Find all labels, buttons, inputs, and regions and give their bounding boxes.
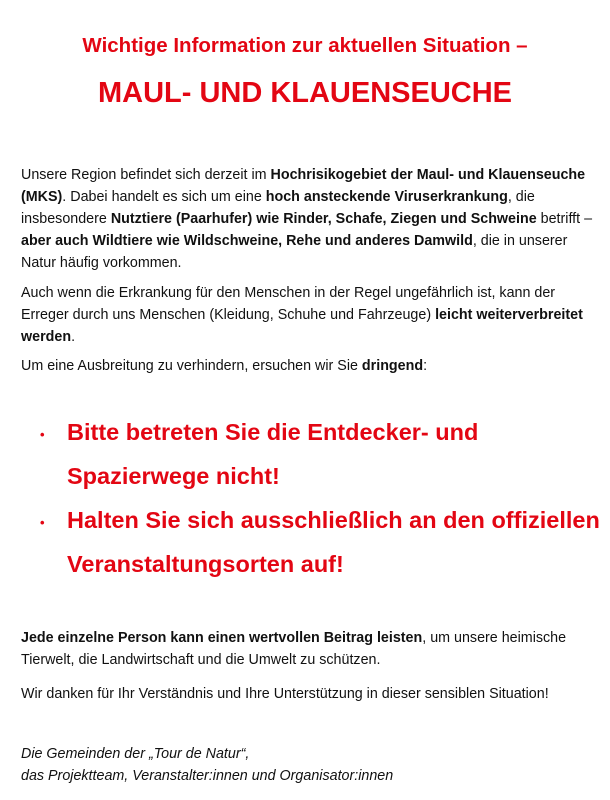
instruction-item-2 [40, 498, 600, 586]
thanks-text: Wir danken für Ihr Verständnis und Ihre Unterstützung in dieser sensiblen Situation! [21, 686, 549, 702]
bullet-dot-icon: • [40, 515, 45, 530]
signature-line-1: Die Gemeinden der „Tour de Natur“, [21, 746, 250, 762]
intro-text-3: , die insbesondere [21, 189, 535, 227]
intro-text-5: , die in unserer Natur häufig vorkommen. [21, 233, 568, 271]
request-bold-1: dringend [361, 358, 424, 374]
risk-bold-1: leicht weiterverbreitet werden [21, 307, 583, 345]
intro-bold-1: Hochrisikogebiet der Maul- und Klauenseuche (MKS) [21, 167, 586, 205]
instruction-list [40, 410, 600, 586]
signature-line-2: das Projektteam, Veranstalter:innen und Organisator:innen [21, 768, 394, 784]
intro-text-2: . Dabei handelt es sich um eine [62, 189, 266, 205]
request-text-1: Um eine Ausbreitung zu verhindern, ersuchen wir Sie [21, 358, 362, 374]
request-paragraph [21, 355, 593, 377]
page-title-line2: MAUL- UND KLAUENSEUCHE [97, 77, 513, 109]
bullet-dot-icon: • [40, 427, 45, 442]
instruction-text-2: Halten Sie sich ausschließlich an den offiziellen Veranstaltungsorten auf! [67, 507, 600, 577]
intro-bold-4: aber auch Wildtiere wie Wildschweine, Rehe und anderes Damwild [21, 233, 473, 249]
request-text-2: : [423, 358, 428, 374]
risk-text-1: Auch wenn die Erkrankung für den Menschen in der Regel ungefährlich ist, kann der Erreger durch uns Menschen (Kleidung, Schuhe und Fahrzeuge) [21, 285, 556, 323]
contribution-paragraph [21, 627, 593, 671]
page-title-line1: Wichtige Information zur aktuellen Situation – [82, 34, 528, 57]
instruction-item-1 [40, 410, 600, 498]
intro-bold-3: Nutztiere (Paarhufer) wie Rinder, Schafe, Ziegen und Schweine [110, 211, 537, 227]
contribution-text-1: , um unsere heimische Tierwelt, die Landwirtschaft und die Umwelt zu schützen. [21, 630, 567, 668]
instruction-text-1: Bitte betreten Sie die Entdecker- und Spazierwege nicht! [67, 419, 479, 489]
risk-paragraph [21, 282, 593, 348]
signature-block [21, 743, 593, 787]
contribution-bold-1: Jede einzelne Person kann einen wertvollen Beitrag leisten [21, 630, 423, 646]
intro-paragraph [21, 164, 593, 274]
intro-bold-2: hoch ansteckende Viruserkrankung [265, 189, 508, 205]
intro-text-1: Unsere Region befindet sich derzeit im [21, 167, 271, 183]
risk-text-2: . [71, 329, 76, 345]
thanks-paragraph [21, 683, 593, 705]
intro-text-4: betrifft – [536, 211, 593, 227]
